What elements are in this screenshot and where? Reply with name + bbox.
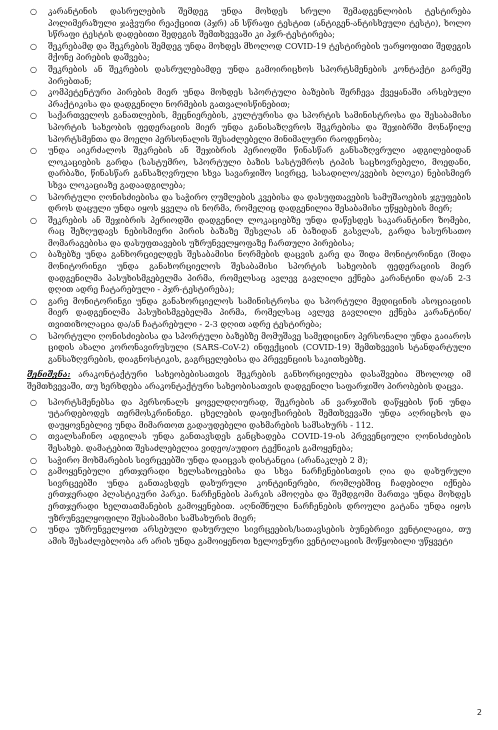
page-number: 2	[476, 708, 482, 717]
list-item	[27, 110, 471, 145]
list-item	[27, 466, 471, 524]
bullet-icon: ○	[30, 111, 37, 121]
list-item-text: უნდა აიკრძალოს შეკრების ან შეჯიბრის პერიოდში წინასწარ განსაზღვრული ადგილებიდან ლოკაციების გარდა (სასტუმრო, სპორტული ბაზის სასტუმროს ტიპის საცხოვრებელი, მოედანი, დარბაზი, წინასწარ განსაზღვრული სხვა სავარჯიშო სივრცე, სასადილო/კვების ბლოკი) ნებისმიერ სხვა ლოკაციაზე გადაადგილება;	[48, 145, 471, 190]
list-item	[27, 6, 471, 41]
bullet-icon: ○	[30, 432, 37, 442]
list-item-text: შეკრებამდ და შეკრების შემდეგ უნდა მოხდეს მხოლოდ COVID-19 ტესტირების უარყოფითი შედეგის მქონე პირების დაშვება;	[48, 40, 471, 63]
list-item	[27, 64, 471, 87]
list-item	[27, 41, 471, 64]
list-item-text: თვალსაჩინო ადგილას უნდა განთავსდეს განცხადება COVID-19-ის პრევენციული ღონისძიების შესახებ. დამატებით შესაძლებელია ვიდეო/აუდიო ტექნიკის გამოყენება;	[48, 431, 471, 453]
list-item	[27, 331, 471, 366]
list-item-text: გამოყენებული ერთჯერადი ხელსახოცებისა და სხვა ნარჩენებისთვის ღია და დახურული სივრცეებში უნდა განთავსდეს დახურული კონტეინერები, რომლებშიც ჩადებილი იქნება ერთჯერადი პლასტიკური პარკი. ნარჩენების პარკის ამოღება და შემდგომი მართვა უნდა მოხდეს ერთჯერადი ხელთათმანების გამოყენებით. აღნიშნული ნარჩენების დროული გატანა უნდა იყოს უზრუნველყოფილი შესაბამისი სამსახურის მიერ;	[48, 466, 471, 523]
list-item	[27, 455, 471, 467]
list-item-text: შეკრების ან შეკრების დასრულებამდე უნდა გამოირიცხოს სპორტსმენების კონტაქტი გარეშე პირებთან;	[48, 63, 471, 86]
list-item-text: სპორტული ღონისძიებისა და საჭირო ღუმლების კვებისა და დასუფთავების სამუშაოების ჯგუფების დროს დაცული უნდა იყოს ყველა ის ნორმა, რომელიც დადგენილია შესაბამისი უწყებების მიერ;	[48, 191, 471, 214]
bullet-icon: ○	[30, 146, 37, 156]
list-item-text: კომპეტენტური პირების მიერ უნდა მოხდეს სპორტული ბაზების შერჩევა ქვეყანაში არსებული პრაქტიკისა და დადგენილი ნორმების გათვალისწინებით;	[48, 87, 471, 109]
note-text: არაკონტაქტური სახეობებისათვის შეკრების განხორციელება დასაშვებია მხოლოდ იმ შემთხვევაში, თუ ხერხდება არაკონტაქტური სახეობისათვის დადგენილი საფარჯიშო პირობების დაცვა.	[27, 369, 471, 391]
bullet-icon: ○	[30, 7, 37, 16]
list-item-text: კარანტინის დასრულების შემდეგ უნდა მოხდეს სრული შემადგენლობის ტესტირება პოლიმერაზული ჯაჭვური რეაქციით (პჯრ) ან სწრაფი ტესტით (ანტიგენ-ანტისხეული ტესტი), ხოლო სწრაფი ტესტის დადებითი შედეგის შემთხვევაში კი პჯრ-ტესტირება;	[48, 6, 471, 40]
bullet-list-bottom	[27, 397, 471, 548]
list-item	[27, 397, 471, 432]
list-item-text: საჭირო მოხმარების სივრცეებში უნდა დაიცვას დისტანცია (არანაკლებ 2 მ);	[48, 454, 369, 465]
list-item-text: შეკრების ან შეჯიბრის პერიოდში დადგენილ ლოკაციებზე უნდა დაწესდეს საკარანტინო ზომები, რაც შეზღუდავს ნებისმიერი პირის ბაზაზე შესვლას ან ბაზიდან გასვლას, გარდა სასურსათო მომარაგებისა და დასუფთავების უზრუნველყოფაზე ჩართული პირებისა;	[48, 214, 471, 248]
list-item-text: სპორტსმენებსა და პერსონალს ყოველდღიურად, შეკრების ან ვარჯიშის დაწყების წინ უნდა უტარდებოდეს თერმოსკრინინგი. ცხელების დაფიქსირების შემთხვევაში უნდა აღრიცხოს და დაუყოვნებლივ უნდა მიმართოთ გადაუდებელი დახმარების სამსახურს - 112.	[48, 396, 471, 430]
list-item-text: გარე მონიტორინგი უნდა განახორციელოს სამინისტროსა და სპორტული მედიცინის ასოციაციის მიერ დადგენილმა პასუხისმგებელმა პირმა, რომელსაც ავლევ გავლილი ექნება კარანტინი/თვითიზოლაცია და/ან ჩატარებული - 2-3 დღით ადრე ტესტირება;	[48, 295, 471, 330]
list-item-text: საქართველოს განათლების, მეცნიერების, კულტურისა და სპორტის სამინისტროსა და შესაბამისი სპორტის სახეობის ფედერაციის მიერ უნდა განისაზღვროს შეკრებისა და შეჯიბრში მონაწილე სპორტსმენთა და მოელი პერსონალის შესაძლებელი მინიმალური რაოდენობა;	[48, 110, 471, 144]
list-item	[27, 249, 471, 295]
bullet-icon: ○	[30, 41, 37, 51]
list-item	[27, 431, 471, 454]
list-item-text: სპორტული ღონისძიებისა და სპორტული ბაზებზე მომუშავე სამედიცინო პერსონალი უნდა გაიაროს ციდის ახალი კორონავირუსული (SARS-CoV-2) ინფექციის (COVID-19) შემთხვევის სტანდარტული განსაზღვრების, დიაგნოსტიკის, გაგრცელებისა და პრევენციის საკითხებზე.	[48, 330, 471, 364]
bullet-icon: ○	[30, 64, 37, 74]
list-item-text: უნდა უზრუნველყოთ არსებული დახურული სივრცეების/სათავსების ბუნებრივი ვენტილაცია, თუ ამის შესაძლებლობა არ არის უნდა გამოიყენოთ ხელოვნური ვენტილაციის მოწყობილი უწყვეტი	[48, 524, 471, 546]
list-item	[27, 145, 471, 191]
bullet-icon: ○	[30, 192, 37, 202]
bullet-icon: ○	[30, 88, 37, 98]
list-item	[27, 524, 471, 547]
bullet-icon: ○	[30, 467, 37, 477]
bullet-icon: ○	[30, 455, 37, 465]
bullet-icon: ○	[30, 397, 37, 407]
bullet-icon: ○	[30, 250, 37, 260]
list-item	[27, 215, 471, 250]
bullet-icon: ○	[30, 215, 37, 225]
bullet-icon: ○	[30, 331, 37, 341]
list-item	[27, 87, 471, 110]
page-content	[27, 6, 471, 547]
bullet-list-top	[27, 6, 471, 365]
list-item-text: ბაზებზე უნდა განხორციელდეს შესაბამისი ნორმების დაცვის გარე და შიდა მონიტორინგი (შიდა მონიტორინგი უნდა განახორციელოს შესაბამისი სპორტის სახეობის ფედერაციის მიერ დადგენილმა პასუხისმგებელმა პირმა, რომელსაც ავლევ გავლილი ექნება კარანტინი და/ან 2-3 დღით ადრე ჩატარებული - პჯრ-ტესტირება);	[48, 249, 471, 295]
bullet-icon: ○	[30, 525, 37, 535]
list-item	[27, 192, 471, 215]
note-paragraph	[27, 369, 471, 392]
list-item	[27, 296, 471, 331]
note-label: შენიშვნა:	[27, 369, 71, 380]
bullet-icon: ○	[30, 296, 37, 306]
